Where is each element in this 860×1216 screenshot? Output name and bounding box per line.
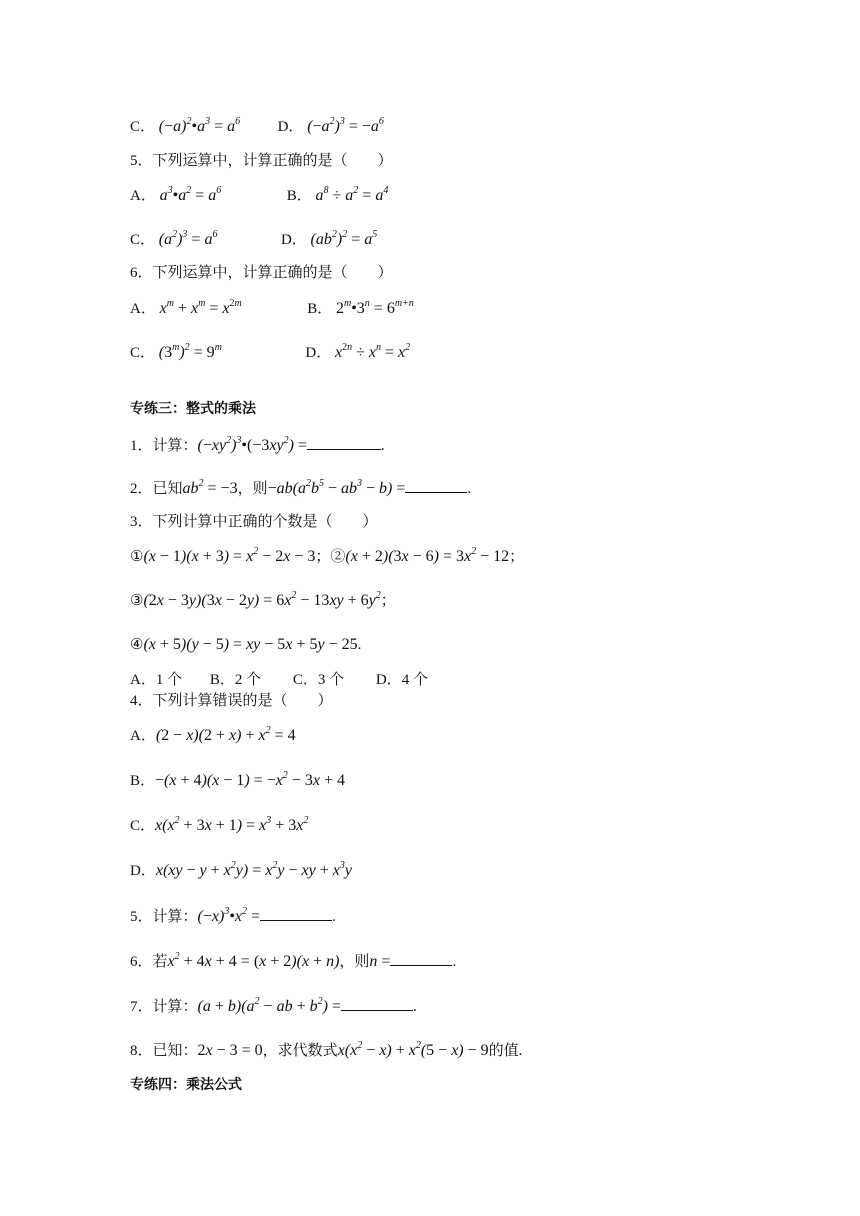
math-expression: 2$^m$•3$^n$ = $6^{m+n}$	[335, 297, 414, 317]
problem-4-option-d: D．$x(xy - y + x^2y) = x^2y$ − xy + $x^3y$	[130, 859, 352, 879]
problem-1: 1．计算：$(-xy^2)^3•(-3xy^2)$ = .	[130, 434, 385, 454]
math-expression: $x(xy - y + x^2y) = x^2y$ − xy + $x^3y$	[155, 859, 352, 879]
option-row-a-b	[130, 186, 388, 206]
option-b: B．2 个	[209, 672, 262, 688]
option-label-b: B．	[286, 188, 312, 204]
problem-4: 4．下列计算错误的是（ ）	[130, 693, 333, 709]
math-expression: $x^m + x^m = x^{2m}$	[159, 297, 242, 317]
option-label-d: D．	[280, 232, 307, 248]
answer-blank[interactable]	[260, 906, 332, 921]
problem-7: 7．计算：$(a + b)(a^2$ − ab + $b^2$) = .	[130, 995, 417, 1015]
problem-3-item-4: ④(x + 5)(y − 5) = xy − 5x + 5y − 25.	[130, 636, 362, 653]
math-expression: $(2x - 3y)(3x - 2y) = 6x^2 - 13xy + 6y^2$	[143, 589, 381, 609]
answer-blank[interactable]	[405, 478, 467, 493]
option-label-c: C．	[130, 232, 156, 248]
math-expression: n =	[369, 953, 391, 970]
option-row-a-b-2	[130, 299, 414, 319]
math-expression: $(-x)^3•x^2$ =	[197, 905, 261, 925]
option-label-c: C．	[130, 119, 156, 135]
math-expression: $x^2 + 4x + 4 = (x + 2)(x + n)$	[167, 950, 340, 970]
math-expression: $-(x + 4)(x - 1) = -x^2 - 3x + 4$	[155, 769, 345, 789]
math-expression: $(-a)^2•a^3 = a^6$	[158, 115, 241, 135]
option-label-d: D．	[277, 119, 304, 135]
math-expression: 2x − 3 = 0	[197, 1042, 263, 1059]
problem-2: 2．已知$ab^2 = -3$，则$-ab(a^2b^5 - ab^3 - b)$ = .	[130, 477, 472, 497]
math-expression: $ab^2 = -3$	[182, 477, 238, 497]
option-d: D．4 个	[375, 672, 428, 688]
math-expression: $(2 - x)(2 + x) + x^2 = 4$	[155, 724, 296, 744]
section-title-3: 专练三：整式的乘法	[130, 401, 256, 417]
answer-blank[interactable]	[307, 435, 381, 450]
math-expression: (x + 5)(y − 5) = xy − 5x + 5y − 25	[143, 636, 358, 653]
problem-4-option-b: B．$-(x + 4)(x - 1) = -x^2 - 3x + 4$	[130, 769, 345, 789]
math-expression: $x^{2n} \div x^n = x^2$	[335, 341, 411, 361]
math-expression: $(-a^2)^3 = -a^6$	[307, 115, 384, 135]
answer-blank[interactable]	[390, 951, 452, 966]
math-expression: $x(x^2 - x) + x^2(5 - x) - 9$	[337, 1039, 489, 1059]
problem-4-option-c: C．$x(x^2 + 3x + 1) = x^3 + 3x^2$	[130, 814, 309, 834]
option-label-c: C．	[130, 345, 156, 361]
math-expression: $x(x^2 + 3x + 1) = x^3 + 3x^2$	[155, 814, 309, 834]
option-row-c-d-3	[130, 343, 410, 363]
math-expression: $(a + b)(a^2$ − ab + $b^2$) =	[197, 995, 341, 1015]
option-row-c-d-1	[130, 117, 384, 137]
math-expression: $(ab^2)^2 = a^5$	[310, 228, 378, 248]
math-expression: $(x + 2)(3x - 6) = 3x^2 - 12$	[345, 545, 510, 565]
section-title-4: 专练四：乘法公式	[130, 1077, 242, 1093]
math-expression: $(x - 1)(x + 3) = x^2 - 2x - 3$	[143, 545, 316, 565]
option-c: C．3 个	[292, 672, 345, 688]
math-expression: $a^8 \div a^2 = a^4$	[315, 184, 389, 204]
option-a: A．1 个	[130, 672, 183, 688]
problem-3: 3．下列计算中正确的个数是（ ）	[130, 514, 378, 530]
problem-3-items-1-2: ①(x − $1)(x + 3) = x^2 - 2x - 3$；②(x + $2)(3x - 6) = 3x^2 - 12$；	[130, 545, 525, 565]
option-row-c-d-2	[130, 230, 377, 250]
problem-5: 5．计算：$(-x)^3•x^2$ = .	[130, 905, 336, 925]
answer-blank[interactable]	[341, 996, 413, 1011]
problem-4-option-a: A．$(2 - x)(2 + x) + x^2 = 4$	[130, 724, 296, 744]
math-expression: $a^3•a^2 = a^6$	[159, 184, 222, 204]
math-expression: $-ab(a^2b^5 - ab^3 - b)$ =	[267, 477, 406, 497]
math-expression: $(3^m)^2 = 9^m$	[158, 341, 222, 361]
problem-3-item-3: ③(2x − $3y)(3x - 2y) = 6x^2 - 13xy + 6y^2$；	[130, 589, 396, 609]
option-label-b: B．	[307, 301, 333, 317]
problem-8: 8．已知：2x − 3 = 0，求代数式$x(x^2 - x) + x^2(5 - x) - 9$的值.	[130, 1039, 523, 1059]
problem-3-options	[130, 670, 428, 690]
option-label-d: D．	[305, 345, 332, 361]
math-expression: $(-xy^2)^3•(-3xy^2)$ =	[197, 434, 307, 454]
problem-6: 6．若$x^2 + 4x + 4 = (x + 2)(x + n)$，则n = .	[130, 950, 457, 970]
question-6: 6．下列运算中，计算正确的是（ ）	[130, 265, 393, 281]
question-5: 5．下列运算中，计算正确的是（ ）	[130, 153, 393, 169]
option-label-a: A．	[130, 188, 156, 204]
option-label-a: A．	[130, 301, 156, 317]
math-expression: $(a^2)^3 = a^6$	[158, 228, 218, 248]
